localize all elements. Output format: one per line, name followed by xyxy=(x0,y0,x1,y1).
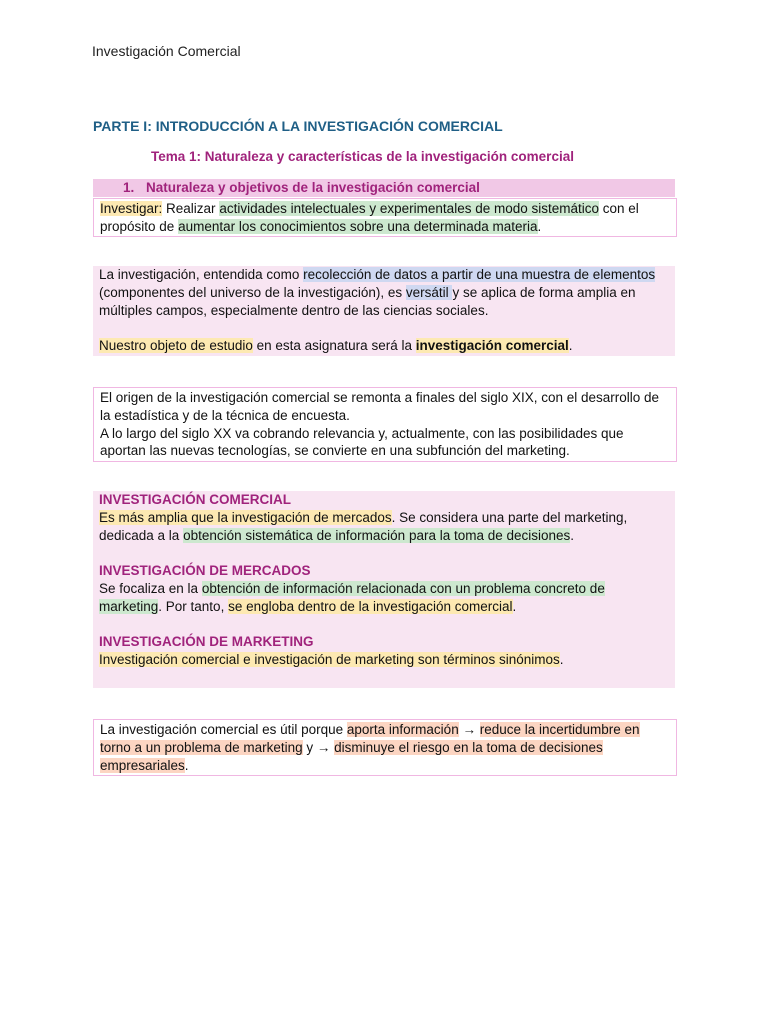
highlight-green: obtención de información relacionada con un problema concreto de marketing xyxy=(99,580,605,614)
highlight-green: obtención sistemática de información para la toma de decisiones xyxy=(183,527,571,543)
definition-paragraph: Investigar: Realizar actividades intelectuales y experimentales de modo sistemático con el propósito de aumentar los conocimientos sobre una determinada materia. xyxy=(100,201,639,234)
highlight-yellow: se engloba dentro de la investigación comercial xyxy=(228,598,513,614)
highlight-blue: versátil xyxy=(405,284,453,300)
term-heading-comercial: INVESTIGACIÓN COMERCIAL xyxy=(99,492,292,507)
term-text-mercados: Se focaliza en la obtención de información relacionada con un problema concreto de marketing. Por tanto, se engloba dentro de la investigación comercial. xyxy=(99,580,605,614)
usefulness-box xyxy=(93,719,677,776)
highlight-yellow: Investigación comercial e investigación de marketing son términos sinónimos xyxy=(99,652,560,668)
definition-box xyxy=(93,198,677,237)
highlight-salmon: reduce la incertidumbre en torno a un problema de marketing xyxy=(100,722,640,755)
highlight-salmon: aporta información xyxy=(346,722,459,737)
origin-paragraph-2: A lo largo del siglo XX va cobrando relevancia y, actualmente, con las posibilidades que aportan las nuevas tecnologías, se convierte en una subfunción del marketing. xyxy=(100,425,624,459)
highlight-yellow: Es más amplia que la investigación de mercados xyxy=(99,509,392,525)
highlight-green: actividades intelectuales y experimentales de modo sistemático xyxy=(219,201,600,216)
section-number: 1. xyxy=(123,180,135,195)
section-heading xyxy=(93,179,675,197)
tema-title: Tema 1: Naturaleza y características de la investigación comercial xyxy=(151,149,574,164)
arrow-icon: y → xyxy=(302,739,335,755)
research-box xyxy=(93,266,675,356)
usefulness-paragraph: La investigación comercial es útil porque aporta información → reduce la incertidumbre en torno a un problema de marketing y → disminuye el riesgo en la toma de decisiones empresariales. xyxy=(100,722,640,773)
study-object-paragraph: Nuestro objeto de estudio en esta asignatura será la investigación comercial. xyxy=(99,338,573,354)
highlight-green: aumentar los conocimientos sobre una determinada materia xyxy=(178,218,538,234)
origin-box xyxy=(93,387,677,462)
term-text-marketing: Investigación comercial e investigación de marketing son términos sinónimos. xyxy=(99,652,564,668)
term-heading-mercados: INVESTIGACIÓN DE MERCADOS xyxy=(99,563,311,579)
part-title: PARTE I: INTRODUCCIÓN A LA INVESTIGACIÓN COMERCIAL xyxy=(93,118,503,134)
page-header: Investigación Comercial xyxy=(92,43,241,59)
term-text-comercial: Es más amplia que la investigación de mercados. Se considera una parte del marketing, dedicada a la obtención sistemática de información para la toma de decisiones. xyxy=(99,509,628,543)
arrow-icon: → xyxy=(458,722,480,737)
highlight-blue: recolección de datos a partir de una muestra de elementos xyxy=(303,267,656,282)
term-heading-marketing: INVESTIGACIÓN DE MARKETING xyxy=(99,634,314,650)
highlight-salmon: disminuye el riesgo en la toma de decisiones empresariales xyxy=(100,739,603,773)
origin-paragraph-1: El origen de la investigación comercial se remonta a finales del siglo XIX, con el desarrollo de la estadística y de la técnica de encuesta. xyxy=(100,390,660,423)
highlight-yellow-bold: investigación comercial xyxy=(415,338,569,354)
terms-box xyxy=(93,491,675,688)
definition-term: Investigar: xyxy=(100,201,163,216)
research-paragraph: La investigación, entendida como recolección de datos a partir de una muestra de elementos (componentes del universo de la investigación), es versátil y se aplica de forma amplia en múltiples campos, especialmente dentro de las ciencias sociales. xyxy=(99,267,656,318)
section-title: Naturaleza y objetivos de la investigación comercial xyxy=(146,180,480,195)
highlight-yellow: Nuestro objeto de estudio xyxy=(99,338,253,354)
